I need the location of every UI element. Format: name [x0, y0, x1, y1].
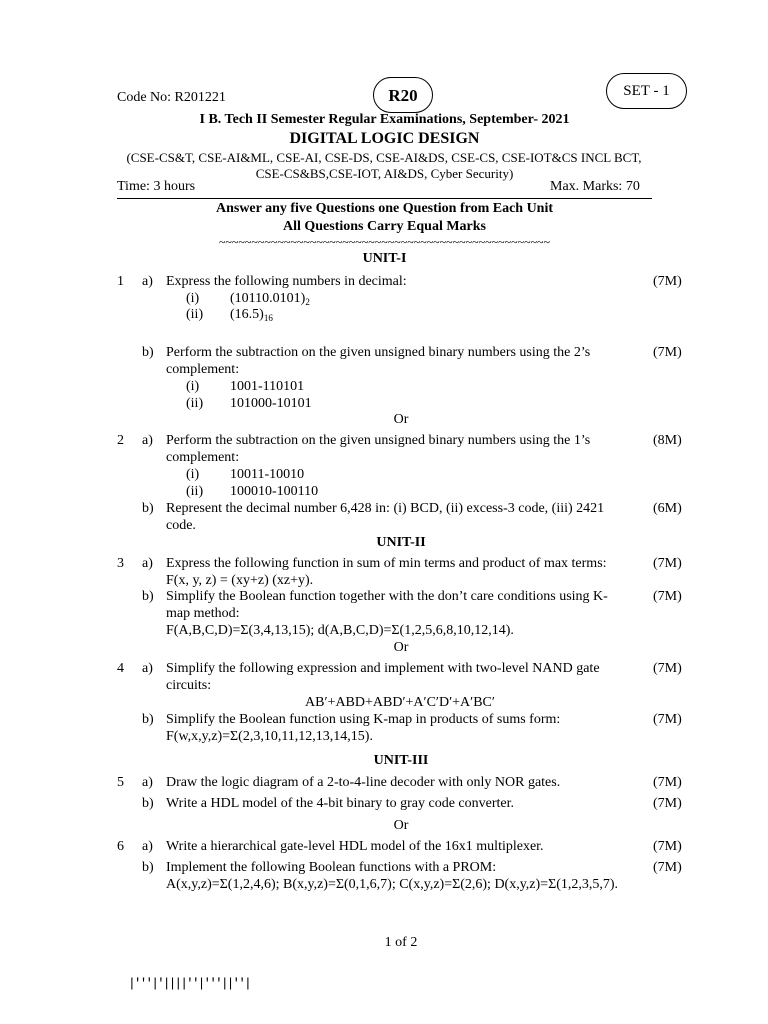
sub-label: (i)	[186, 291, 200, 306]
unit-3-heading: UNIT-III	[373, 753, 429, 768]
sub-label: (i)	[186, 379, 200, 394]
instruction-line-2: All Questions Carry Equal Marks	[282, 219, 486, 234]
question-number: 4	[117, 661, 124, 676]
marks: (7M)	[653, 712, 682, 727]
exam-duration: Time: 3 hours	[117, 179, 196, 194]
barcode: |'''|'||||''|'''||''|	[128, 976, 250, 991]
question-text: Express the following function in sum of min terms and product of max terms: F(x, y, z) = (xy+z) (xz+y).	[166, 556, 607, 588]
sub-value: $(10110.0101)_2$	[230, 291, 310, 307]
part-label: a)	[142, 775, 153, 790]
marks: (7M)	[653, 661, 682, 676]
regulation-badge: R20	[373, 77, 433, 113]
part-label: a)	[142, 433, 153, 448]
question-text: Implement the following Boolean functions with a PROM: A(x,y,z)=Σ(1,2,4,6); B(x,y,z)=Σ(0,1,6,7); C(x,y,z)=Σ(2,6); D(x,y,z)=Σ(1,2,3,5,7).	[166, 860, 619, 892]
question-number: 5	[117, 775, 124, 790]
question-number: 3	[117, 556, 124, 571]
marks: (7M)	[653, 274, 682, 289]
max-marks: Max. Marks: 70	[550, 179, 640, 194]
part-label: a)	[142, 274, 153, 289]
part-label: b)	[142, 860, 154, 875]
part-label: a)	[142, 556, 153, 571]
question-text: Simplify the Boolean function together with the don’t care conditions using K- map method: F(A,B,C,D)=Σ(3,4,13,15); d(A,B,C,D)=Σ(1,2,5,6,8,10,12,14).	[166, 589, 608, 638]
code-number: Code No: R201221	[117, 90, 226, 105]
marks: (7M)	[653, 796, 682, 811]
question-text: Perform the subtraction on the given unsigned binary numbers using the 1’s complement:	[166, 433, 591, 465]
sub-value: 10011-10010	[230, 467, 305, 482]
marks: (7M)	[653, 556, 682, 571]
sub-label: (ii)	[186, 307, 204, 322]
sub-label: (ii)	[186, 396, 204, 411]
marks: (7M)	[653, 345, 682, 360]
part-label: b)	[142, 345, 154, 360]
question-text: Write a HDL model of the 4-bit binary to gray code converter.	[166, 796, 515, 811]
question-text: Draw the logic diagram of a 2-to-4-line decoder with only NOR gates.	[166, 775, 561, 790]
branches-line-2: CSE-CS&BS,CSE-IOT, AI&DS, Cyber Security)	[255, 166, 514, 181]
or-separator: Or	[393, 818, 409, 833]
unit-2-heading: UNIT-II	[376, 535, 426, 550]
or-separator: Or	[393, 412, 409, 427]
page-number: 1 of 2	[384, 935, 418, 950]
part-label: a)	[142, 661, 153, 676]
question-text: Simplify the following expression and implement with two-level NAND gate circuits:	[166, 661, 600, 693]
question-text: Represent the decimal number 6,428 in: (i) BCD, (ii) excess-3 code, (iii) 2421 code.	[166, 501, 605, 533]
part-label: b)	[142, 589, 154, 604]
question-number: 1	[117, 274, 124, 289]
header-rule	[117, 198, 652, 199]
part-label: b)	[142, 712, 154, 727]
part-label: a)	[142, 839, 153, 854]
or-separator: Or	[393, 640, 409, 655]
sub-value: $(16.5)_{16}$	[230, 307, 273, 323]
sub-value: 101000-10101	[230, 396, 312, 411]
question-text: Write a hierarchical gate-level HDL model of the 16x1 multiplexer.	[166, 839, 544, 854]
part-label: b)	[142, 796, 154, 811]
marks: (7M)	[653, 775, 682, 790]
set-badge: SET - 1	[606, 73, 687, 109]
question-text: Perform the subtraction on the given unsigned binary numbers using the 2’s complement:	[166, 345, 591, 377]
expression: AB′+ABD+ABD′+A′C′D′+A′BC′	[305, 695, 495, 710]
question-text: Express the following numbers in decimal:	[166, 274, 407, 289]
question-number: 2	[117, 433, 124, 448]
tilde-divider: ~~~~~~~~~~~~~~~~~~~~~~~~~~~~~~~~~~~~~~~~~~~~~~~~~~~	[218, 235, 551, 249]
instruction-line-1: Answer any five Questions one Question from Each Unit	[215, 201, 554, 216]
marks: (6M)	[653, 501, 682, 516]
unit-1-heading: UNIT-I	[362, 251, 407, 266]
sub-label: (ii)	[186, 484, 204, 499]
part-label: b)	[142, 501, 154, 516]
subject-title: DIGITAL LOGIC DESIGN	[289, 130, 480, 147]
branches-line-1: (CSE-CS&T, CSE-AI&ML, CSE-AI, CSE-DS, CSE-AI&DS, CSE-CS, CSE-IOT&CS INCL BCT,	[126, 150, 642, 165]
question-number: 6	[117, 839, 124, 854]
exam-title: I B. Tech II Semester Regular Examinations, September- 2021	[199, 112, 570, 127]
marks: (7M)	[653, 589, 682, 604]
sub-value: 100010-100110	[230, 484, 319, 499]
sub-value: 1001-110101	[230, 379, 305, 394]
marks: (7M)	[653, 839, 682, 854]
question-text: Simplify the Boolean function using K-map in products of sums form: F(w,x,y,z)=Σ(2,3,10,11,12,13,14,15).	[166, 712, 561, 744]
sub-label: (i)	[186, 467, 200, 482]
marks: (7M)	[653, 860, 682, 875]
marks: (8M)	[653, 433, 682, 448]
